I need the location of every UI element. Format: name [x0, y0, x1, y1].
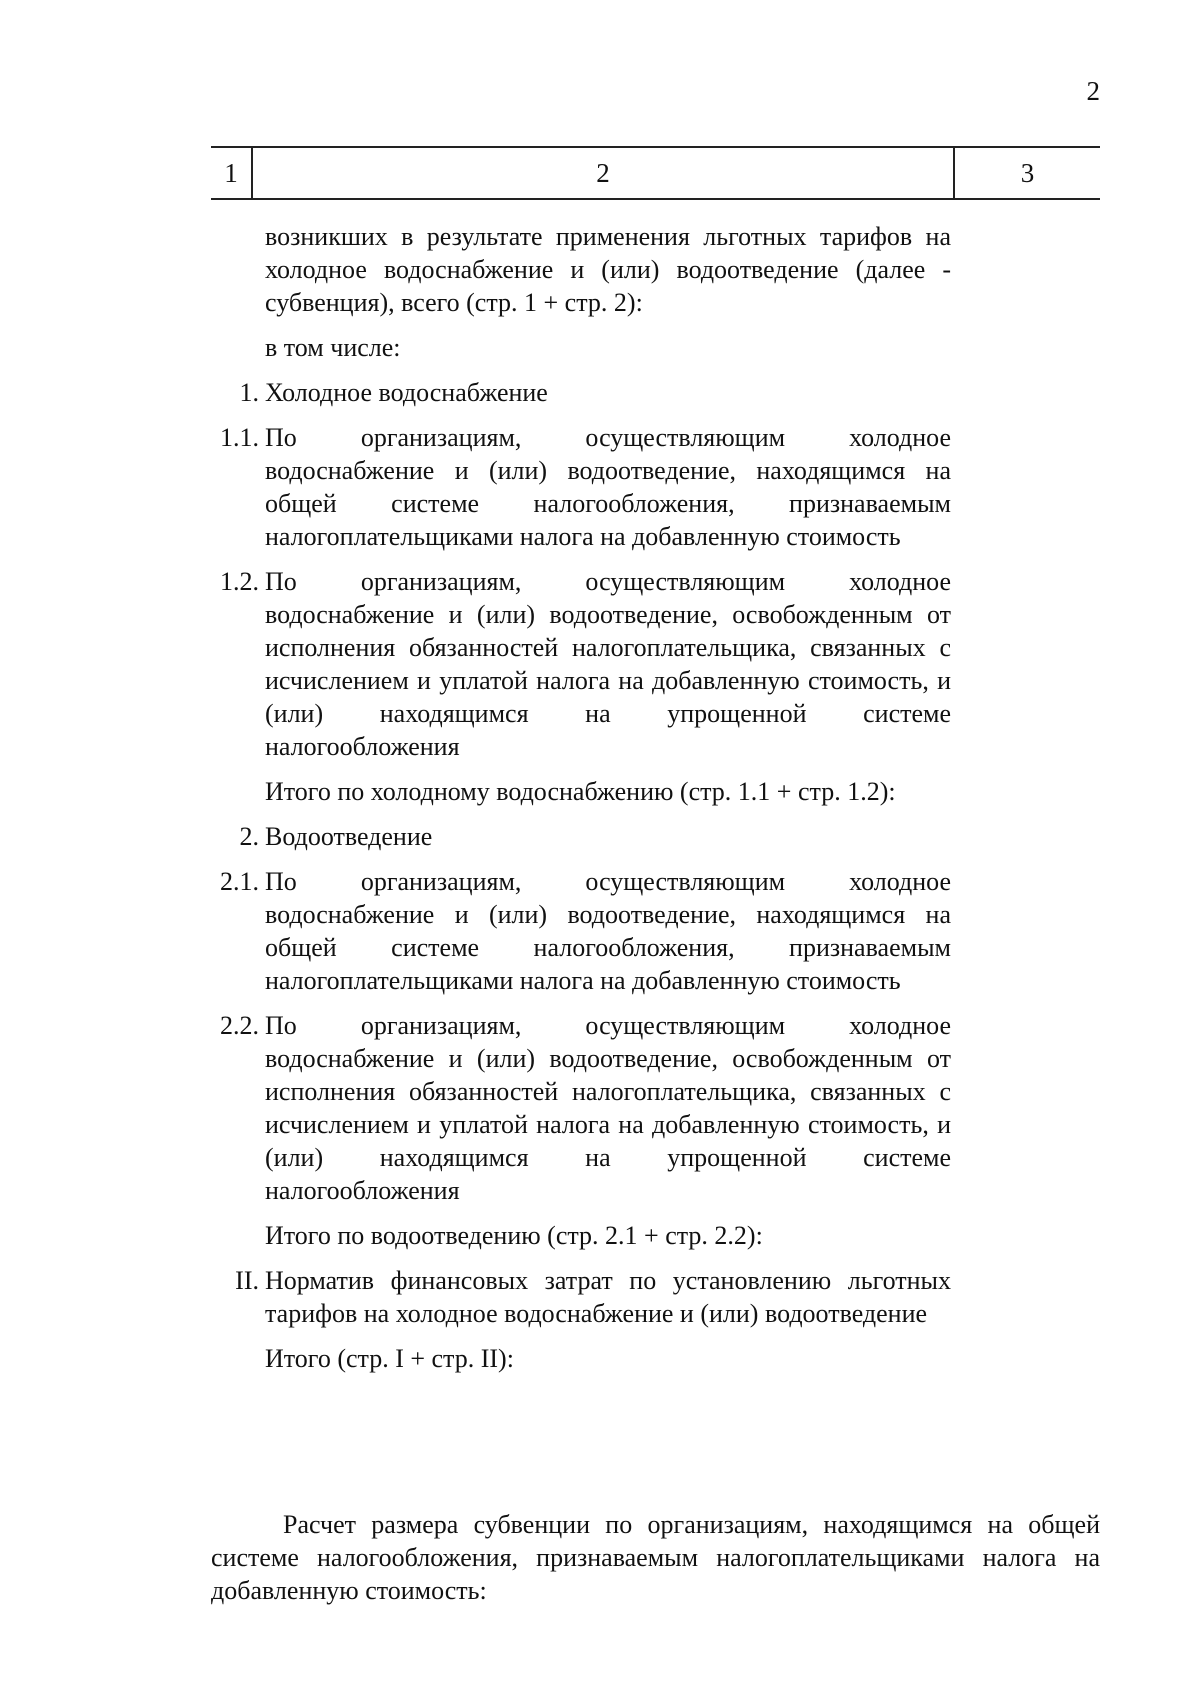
table-row	[211, 220, 951, 319]
row-text: Холодное водоснабжение	[265, 378, 548, 407]
row-number	[211, 1219, 265, 1252]
row-text: По организациям, осуществляющим холодное водоснабжение и (или) водоотведение, освобожденным от исполнения обязанностей налогоплательщика, связанных с исчислением и уплатой налога на добавленную стоимость, и (или) находящимся на упрощенной системе налогообложения	[265, 567, 951, 761]
row-text: возникших в результате применения льготных тарифов на холодное водоснабжение и (или) водоотведение (далее - субвенция), всего (стр. 1 + стр. 2):	[265, 222, 951, 317]
row-number: 1.1.	[220, 423, 259, 452]
row-number: 1.2.	[220, 567, 259, 596]
table-row	[211, 775, 951, 808]
row-text: в том числе:	[265, 333, 401, 362]
row-number: II.	[235, 1266, 259, 1295]
row-number: 2.1.	[220, 867, 259, 896]
table-header-col-3: 3	[1020, 158, 1035, 188]
row-text: Итого (стр. I + стр. II):	[265, 1344, 514, 1373]
table-row	[211, 1264, 951, 1330]
row-number	[211, 220, 265, 319]
row-text: Итого по водоотведению (стр. 2.1 + стр. 2.2):	[265, 1221, 763, 1250]
row-text: Итого по холодному водоснабжению (стр. 1.1 + стр. 1.2):	[265, 777, 896, 806]
table-body	[211, 220, 951, 1387]
row-number	[211, 1342, 265, 1375]
table-row	[211, 865, 951, 997]
row-number: 2.2.	[220, 1011, 259, 1040]
row-text: Водоотведение	[265, 822, 433, 851]
table-header-col-1: 1	[211, 148, 253, 198]
row-text: По организациям, осуществляющим холодное водоснабжение и (или) водоотведение, освобожденным от исполнения обязанностей налогоплательщика, связанных с исчислением и уплатой налога на добавленную стоимость, и (или) находящимся на упрощенной системе налогообложения	[265, 1011, 951, 1205]
table-row	[211, 331, 951, 364]
row-number: 2.	[239, 822, 259, 851]
calculation-paragraph: Расчет размера субвенции по организациям, находящимся на общей системе налогообложения, признаваемым налогоплательщиками налога на добавленную стоимость:	[211, 1510, 1100, 1605]
table-row	[211, 1009, 951, 1207]
row-text: Норматив финансовых затрат по установлению льготных тарифов на холодное водоснабжение и (или) водоотведение	[265, 1266, 951, 1328]
table-header	[211, 146, 1100, 200]
row-text: По организациям, осуществляющим холодное водоснабжение и (или) водоотведение, находящимся на общей системе налогообложения, признаваемым налогоплательщиками налога на добавленную стоимость	[265, 867, 951, 995]
page-number: 2	[1086, 76, 1100, 106]
table-row	[211, 565, 951, 763]
table-header-col-2: 2	[253, 148, 955, 198]
row-number	[211, 775, 265, 808]
table-row	[211, 820, 951, 853]
row-text: По организациям, осуществляющим холодное водоснабжение и (или) водоотведение, находящимся на общей системе налогообложения, признаваемым налогоплательщиками налога на добавленную стоимость	[265, 423, 951, 551]
table-row	[211, 1342, 951, 1375]
table-row	[211, 376, 951, 409]
table-row	[211, 1219, 951, 1252]
row-number: 1.	[239, 378, 259, 407]
table-row	[211, 421, 951, 553]
row-number	[211, 331, 265, 364]
